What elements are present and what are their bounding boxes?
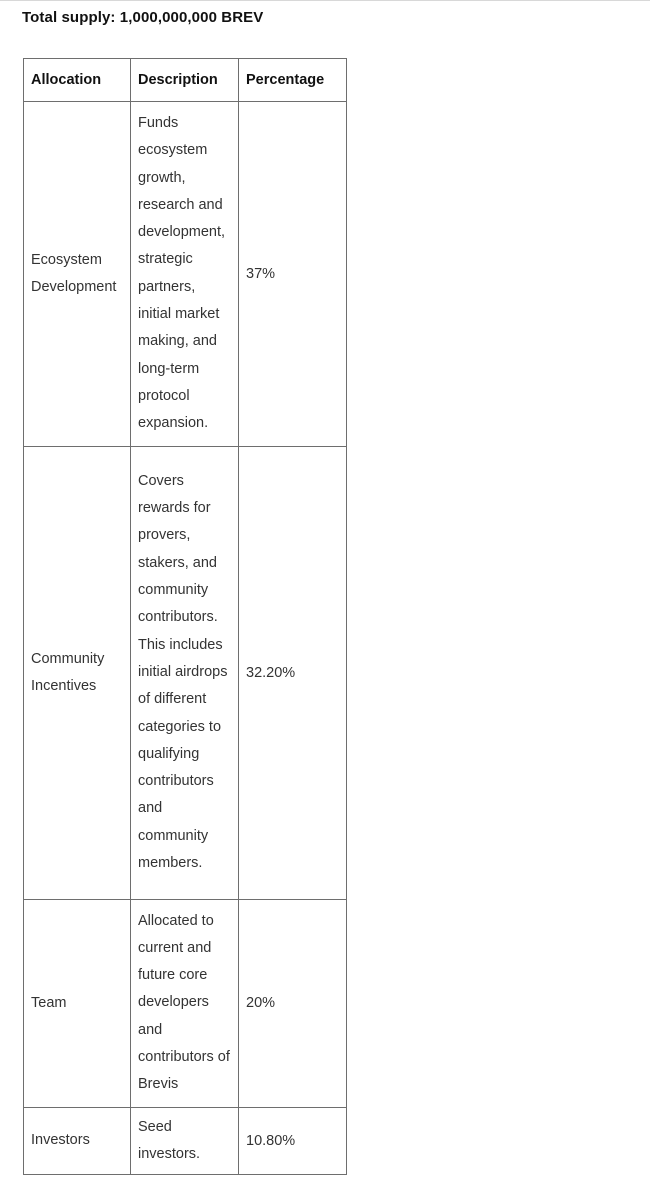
table-row xyxy=(24,899,347,1107)
top-divider xyxy=(0,0,650,1)
description-cell: Allocated to current and future core developers and contributors of Brevis xyxy=(131,899,239,1107)
header-description: Description xyxy=(131,59,239,102)
description-cell: Covers rewards for provers, stakers, and community contributors. This includes initial airdrops of different categories to qualifying contributors and community members. xyxy=(131,446,239,899)
table-row xyxy=(24,1107,347,1175)
allocation-cell: Investors xyxy=(24,1107,131,1175)
allocation-cell: Ecosystem Development xyxy=(24,102,131,447)
table-header-row xyxy=(24,59,347,102)
description-cell: Seed investors. xyxy=(131,1107,239,1175)
allocation-cell: Community Incentives xyxy=(24,446,131,899)
percentage-cell: 20% xyxy=(239,899,347,1107)
allocation-cell: Team xyxy=(24,899,131,1107)
header-allocation: Allocation xyxy=(24,59,131,102)
description-cell: Funds ecosystem growth, research and development, strategic partners, initial market making, and long-term protocol expansion. xyxy=(131,102,239,447)
header-percentage: Percentage xyxy=(239,59,347,102)
table-row xyxy=(24,446,347,899)
table-row xyxy=(24,102,347,447)
percentage-cell: 32.20% xyxy=(239,446,347,899)
percentage-cell: 37% xyxy=(239,102,347,447)
token-allocation-table xyxy=(23,58,347,1175)
total-supply-text: Total supply: 1,000,000,000 BREV xyxy=(22,9,264,26)
percentage-cell: 10.80% xyxy=(239,1107,347,1175)
